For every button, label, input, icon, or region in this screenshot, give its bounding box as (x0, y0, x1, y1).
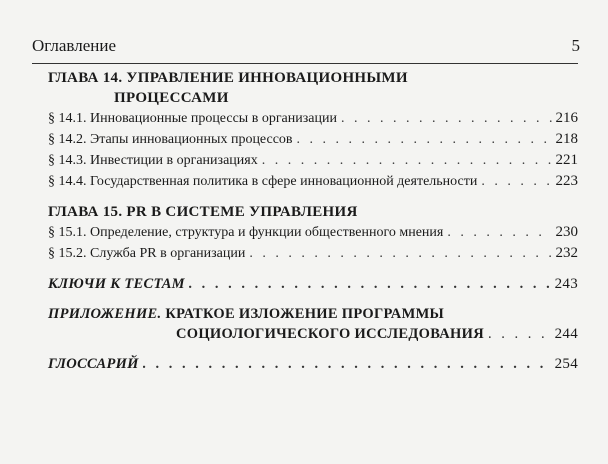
toc-entry-title: § 14.1. Инновационные процессы в организации (48, 111, 337, 126)
toc-entry-page: 221 (555, 152, 578, 168)
toc-entry-title: § 14.4. Государственная политика в сфере инновационной деятельности (48, 174, 478, 189)
toc-keys (48, 274, 578, 294)
dot-leader (447, 223, 551, 243)
appendix-title-rest: КРАТКОЕ ИЗЛОЖЕНИЕ ПРОГРАММЫ (165, 306, 445, 322)
toc-entry-title: § 15.2. Служба PR в организации (48, 246, 246, 261)
toc-entry (48, 150, 578, 171)
glossary-page: 254 (554, 356, 578, 372)
page-number: 5 (571, 36, 580, 55)
toc-entry-page: 223 (555, 173, 578, 189)
dot-leader (262, 151, 552, 171)
toc-entry (48, 171, 578, 192)
toc-glossary (48, 354, 578, 374)
toc-entry-page: 216 (555, 110, 578, 126)
appendix-label: ПРИЛОЖЕНИЕ. (48, 306, 162, 322)
appendix-line2 (48, 324, 578, 344)
dot-leader (481, 172, 551, 192)
keys-page: 243 (554, 276, 578, 292)
chapter-14-title: ГЛАВА 14. УПРАВЛЕНИЕ ИННОВАЦИОННЫМИ ПРОЦЕССАМИ (48, 70, 408, 106)
header-rule (32, 63, 578, 64)
dot-leader (297, 130, 552, 150)
toc-entry-page: 230 (555, 224, 578, 240)
dot-leader (143, 354, 551, 374)
toc-entry (48, 108, 578, 129)
toc-entry (48, 243, 578, 264)
toc-entry-page: 232 (555, 245, 578, 261)
table-of-contents (48, 68, 578, 374)
running-title: Оглавление (32, 36, 116, 55)
keys-title: КЛЮЧИ К ТЕСТАМ (48, 276, 185, 292)
toc-entry (48, 222, 578, 243)
toc-entry-title: § 14.3. Инвестиции в организациях (48, 153, 258, 168)
appendix-page: 244 (554, 326, 578, 342)
dot-leader (488, 324, 551, 344)
toc-entry-title: § 14.2. Этапы инновационных процессов (48, 132, 293, 147)
toc-entry-page: 218 (555, 131, 578, 147)
dot-leader (249, 244, 551, 264)
toc-entry (48, 129, 578, 150)
chapter-15-title: ГЛАВА 15. PR В СИСТЕМЕ УПРАВЛЕНИЯ (48, 204, 358, 220)
dot-leader (341, 109, 552, 129)
appendix-title-line2: СОЦИОЛОГИЧЕСКОГО ИССЛЕДОВАНИЯ (176, 326, 484, 342)
glossary-title: ГЛОССАРИЙ (48, 356, 139, 372)
toc-entry-title: § 15.1. Определение, структура и функции общественного мнения (48, 225, 444, 240)
appendix-title (48, 304, 578, 324)
page-header (32, 36, 580, 56)
dot-leader (189, 274, 551, 294)
